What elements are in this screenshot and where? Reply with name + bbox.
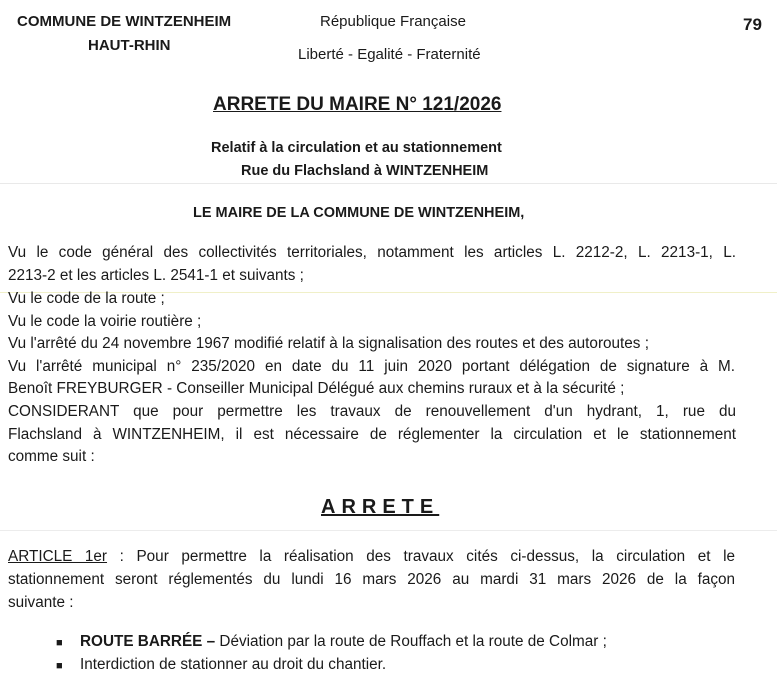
considerant-line: comme suit : bbox=[8, 448, 95, 465]
maire-statement: LE MAIRE DE LA COMMUNE DE WINTZENHEIM, bbox=[193, 205, 525, 221]
bullet-item bbox=[80, 656, 386, 674]
visa-line: Vu l'arrêté du 24 novembre 1967 modifié relatif à la signalisation des routes et des autoroutes ; bbox=[8, 335, 649, 352]
visa-line: Benoît FREYBURGER - Conseiller Municipal Délégué aux chemins ruraux et à la sécurité ; bbox=[8, 380, 625, 397]
departement-name: HAUT-RHIN bbox=[88, 37, 171, 54]
republique-label: République Française bbox=[320, 13, 466, 30]
bullet-item-bold: ROUTE BARRÉE – bbox=[80, 633, 216, 650]
scan-line bbox=[0, 183, 777, 184]
article-1-line-2: stationnement seront réglementés du lundi 16 mars 2026 au mardi 31 mars 2026 de la façon bbox=[8, 571, 735, 588]
article-1-line-1 bbox=[8, 548, 735, 566]
visa-line: Vu le code de la route ; bbox=[8, 290, 165, 307]
document-title: ARRETE DU MAIRE N° 121/2026 bbox=[213, 94, 502, 115]
bullet-square-icon: ■ bbox=[56, 660, 63, 672]
bullet-item bbox=[80, 633, 607, 651]
commune-name: COMMUNE DE WINTZENHEIM bbox=[17, 13, 232, 30]
article-1-intro: : Pour permettre la réalisation des travaux cités ci-dessus, la circulation et le bbox=[107, 548, 735, 565]
bullet-item-text: Déviation par la route de Rouffach et la route de Colmar ; bbox=[215, 633, 607, 650]
subtitle-line-1: Relatif à la circulation et au stationnement bbox=[211, 140, 502, 156]
arrete-heading: ARRETE bbox=[321, 496, 440, 518]
considerant-line: CONSIDERANT que pour permettre les travaux de renouvellement d'un hydrant, 1, rue du bbox=[8, 403, 736, 420]
page-number: 79 bbox=[743, 15, 762, 34]
bullet-square-icon: ■ bbox=[56, 637, 63, 649]
subtitle-line-2: Rue du Flachsland à WINTZENHEIM bbox=[241, 163, 489, 179]
devise-label: Liberté - Egalité - Fraternité bbox=[298, 46, 481, 63]
visa-line: 2213-2 et les articles L. 2541-1 et suivants ; bbox=[8, 267, 304, 284]
article-1-line-3: suivante : bbox=[8, 594, 74, 611]
considerant-line: Flachsland à WINTZENHEIM, il est nécessaire de réglementer la circulation et le stationnement bbox=[8, 426, 736, 443]
article-1-label: ARTICLE 1er bbox=[8, 548, 108, 565]
bullet-item-text: Interdiction de stationner au droit du chantier. bbox=[80, 656, 387, 673]
scan-line bbox=[0, 530, 777, 531]
visa-line: Vu le code général des collectivités territoriales, notamment les articles L. 2212-2, L. 2213-1, L. bbox=[8, 244, 736, 261]
visa-line: Vu l'arrêté municipal n° 235/2020 en date du 11 juin 2020 portant délégation de signature à M. bbox=[8, 358, 735, 375]
visa-line: Vu le code la voirie routière ; bbox=[8, 313, 202, 330]
